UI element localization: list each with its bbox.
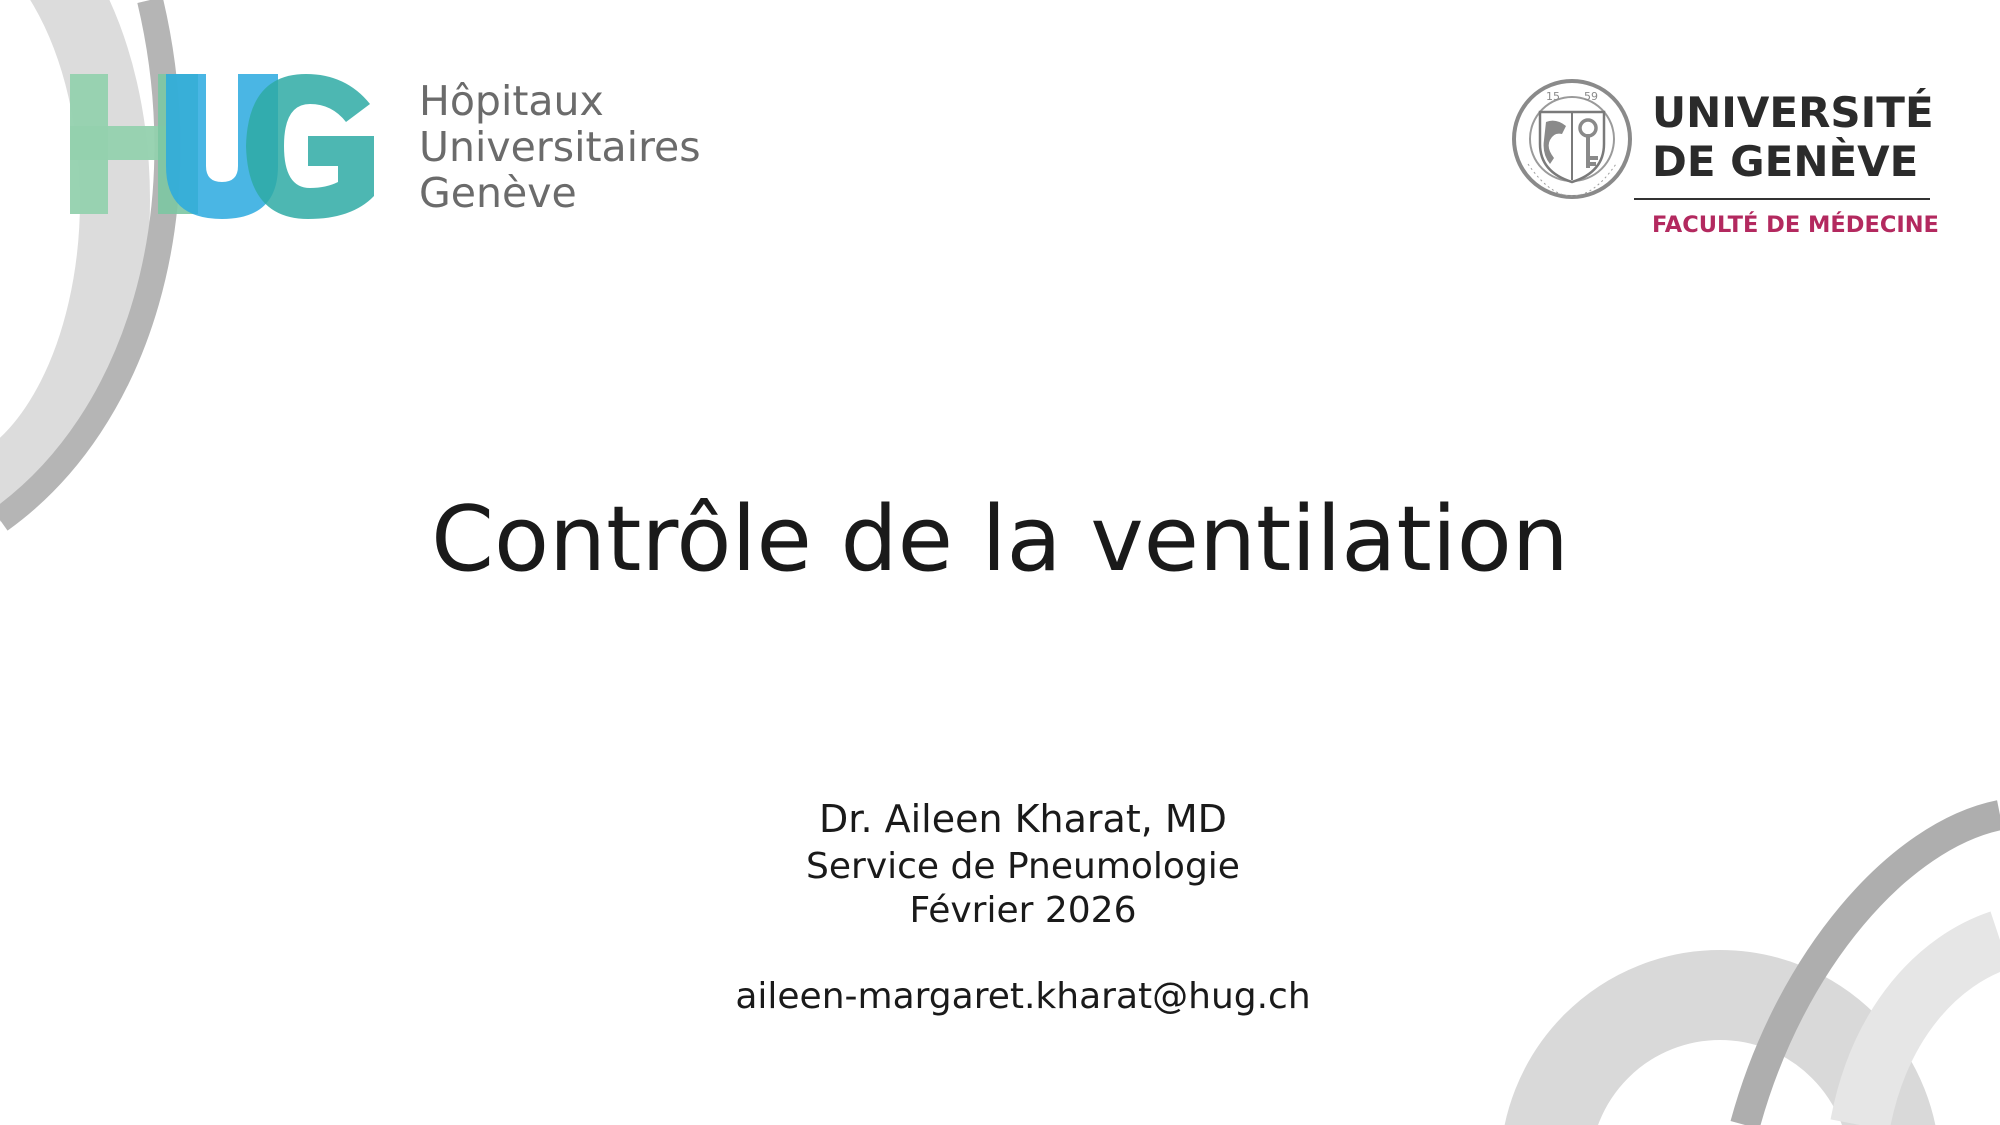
presentation-date: Février 2026 <box>909 890 1137 931</box>
unige-divider <box>1634 198 1930 200</box>
hug-institution-name <box>419 78 701 216</box>
presenter-name: Dr. Aileen Kharat, MD <box>819 797 1227 841</box>
slide-title: Contrôle de la ventilation <box>431 487 1569 592</box>
unige-seal-icon <box>1510 74 1634 204</box>
hug-name-line-2: Universitaires <box>419 123 701 171</box>
unige-name-line-2: DE GENÈVE <box>1652 137 1919 186</box>
svg-text:15: 15 <box>1546 90 1560 103</box>
presenter-department: Service de Pneumologie <box>806 846 1240 887</box>
arc-bottom-right-lightest <box>1860 940 2000 1125</box>
presenter-email: aileen-margaret.kharat@hug.ch <box>735 976 1311 1017</box>
unige-name-line-1: UNIVERSITÉ <box>1652 88 1934 137</box>
hug-logo <box>70 74 380 219</box>
hug-name-line-3: Genève <box>419 169 577 217</box>
unige-faculty: FACULTÉ DE MÉDECINE <box>1652 212 1939 238</box>
presenter-info <box>523 793 1523 1019</box>
unige-name <box>1652 88 1934 186</box>
svg-text:59: 59 <box>1584 90 1598 103</box>
hug-name-line-1: Hôpitaux <box>419 77 604 125</box>
